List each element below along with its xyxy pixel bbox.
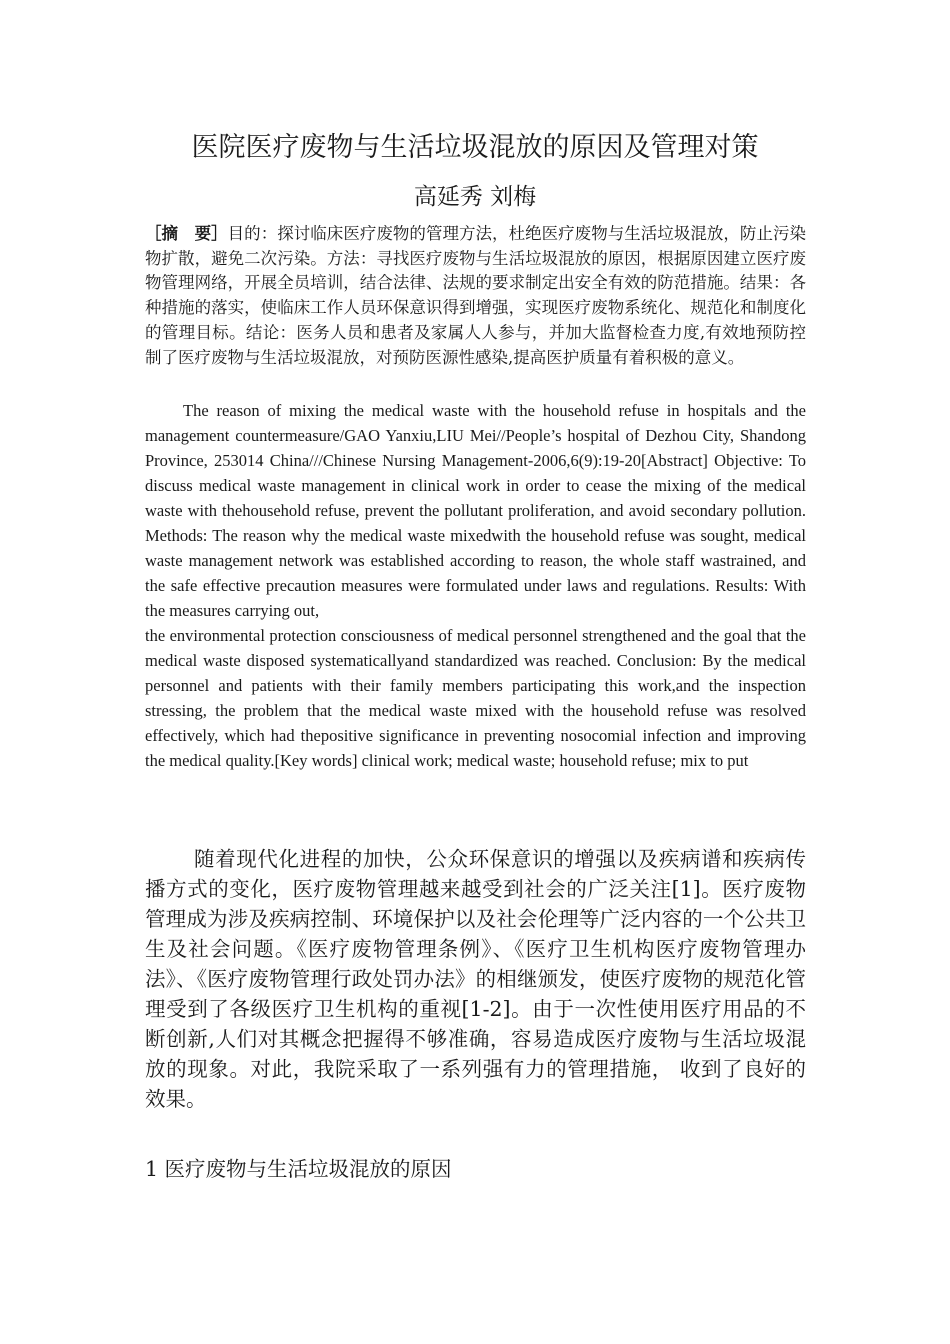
page-title: 医院医疗废物与生活垃圾混放的原因及管理对策 [191, 132, 759, 163]
body-paragraph: 随着现代化进程的加快，公众环保意识的增强以及疾病谱和疾病传播方式的变化，医疗废物管理越来越受到社会的广泛关注[1]。医疗废物管理成为涉及疾病控制、环境保护以及社会伦理等广泛内容的一个公共卫生及社会问题。《医疗废物管理条例》、《医疗卫生机构医疗废物管理办法》、《医疗废物管理行政处罚办法》的相继颁发，使医疗废物的规范化管理受到了各级医疗卫生机构的重视[1-2]。由于一次性使用医疗用品的不断创新,人们对其概念把握得不够准确，容易造成医疗废物与生活垃圾混放的现象。对此，我院采取了一系列强有力的管理措施， 收到了良好的效果。 [145, 847, 806, 1111]
english-abstract [145, 398, 806, 773]
chinese-abstract [145, 222, 806, 370]
authors: 高延秀 刘梅 [413, 184, 537, 210]
english-abstract-paragraph-1: The reason of mixing the medical waste with the household refuse in hospitals and the management countermeasure/GAO Yanxiu,LIU Mei//People’s hospital of Dezhou City, Shandong Province, 253014 China///Chinese Nursing Management-2006,6(9):19-20[Abstract] Objective: To discuss medical waste management in clinical work in order to cease the mixing of the medical waste with thehousehold refuse, prevent the pollutant proliferation, and avoid secondary pollution. Methods: The reason why the medical waste mixedwith the household refuse was sought, medical waste management network was established according to reason, the whole staff wastrained, and the safe effective precaution measures were formulated under laws and regulations. Results: With the measures carrying out, [145, 401, 806, 620]
abstract-label: ［摘 要］ [145, 224, 228, 243]
english-abstract-paragraph-2: the environmental protection consciousness of medical personnel strengthened and the goal that the medical waste disposed systematicallyand standardized was reached. Conclusion: By the medical personnel and patients with their family members participating this work,and the inspection stressing, the problem that the medical waste mixed with the household refuse was resolved effectively, which had thepositive significance in preventing nosocomial infection and improving the medical quality.[Key words] clinical work; medical waste; household refuse; mix to put [145, 626, 806, 770]
body-text [145, 844, 806, 1114]
section-heading: 1 医疗废物与生活垃圾混放的原因 [145, 1157, 452, 1181]
chinese-abstract-text: 目的：探讨临床医疗废物的管理方法，杜绝医疗废物与生活垃圾混放，防止污染物扩散，避免二次污染。方法：寻找医疗废物与生活垃圾混放的原因，根据原因建立医疗废物管理网络，开展全员培训，结合法律、法规的要求制定出安全有效的防范措施。结果：各种措施的落实，使临床工作人员环保意识得到增强，实现医疗废物系统化、规范化和制度化的管理目标。结论：医务人员和患者及家属人人参与，并加大监督检查力度,有效地预防控制了医疗废物与生活垃圾混放，对预防医源性感染,提高医护质量有着积极的意义。 [145, 224, 807, 367]
